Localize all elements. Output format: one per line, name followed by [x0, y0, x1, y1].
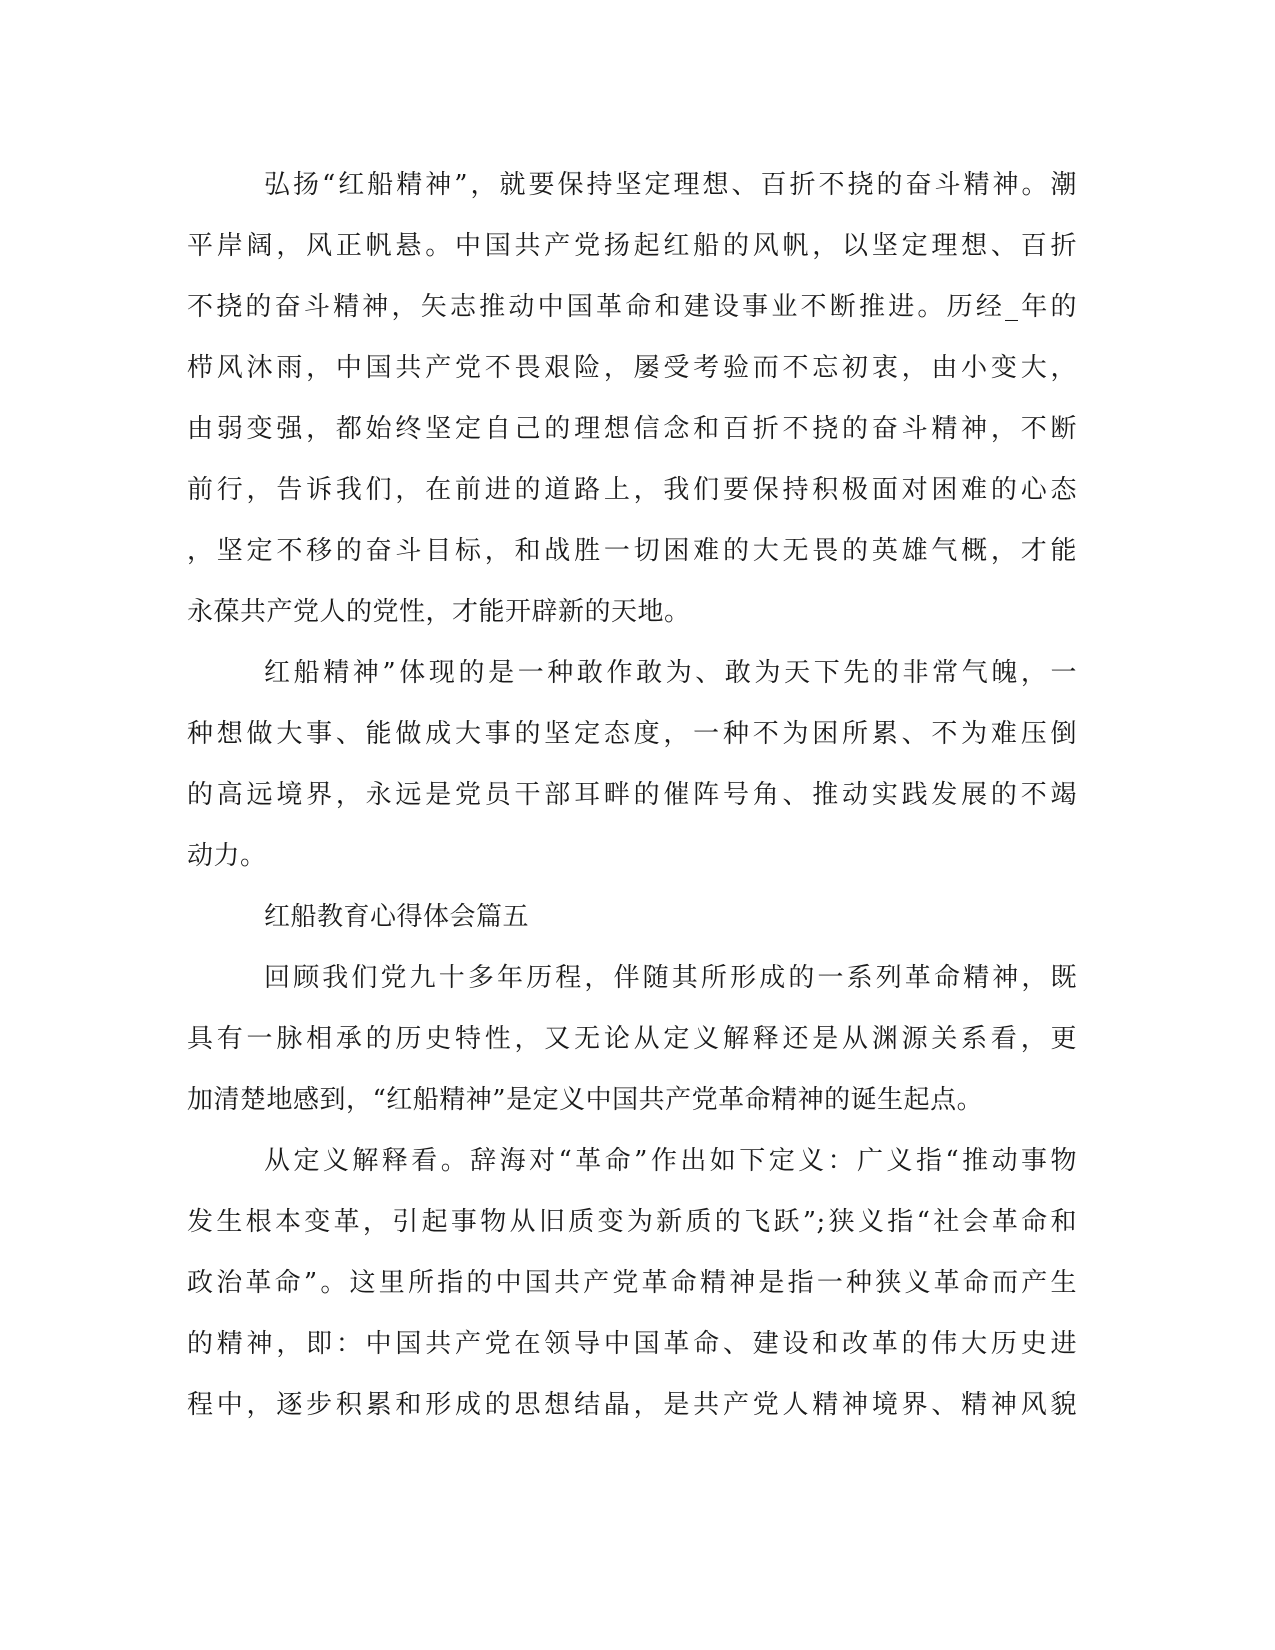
text-line: 永葆共产党人的党性，才能开辟新的天地。	[187, 597, 691, 627]
text-line: 政治革命”。这里所指的中国共产党革命精神是指一种狭义革命而产生	[187, 1268, 1077, 1298]
text-line: 红船精神”体现的是一种敢作敢为、敢为天下先的非常气魄，一	[264, 658, 1077, 688]
text-line: 的高远境界，永远是党员干部耳畔的催阵号角、推动实践发展的不竭	[187, 780, 1077, 810]
document-body	[187, 155, 1077, 1436]
text-line: 栉风沐雨，中国共产党不畏艰险，屡受考验而不忘初衷，由小变大，	[187, 353, 1077, 383]
text-line: 从定义解释看。辞海对“革命”作出如下定义：广义指“推动事物	[264, 1146, 1077, 1176]
text-line: 的精神，即：中国共产党在领导中国革命、建设和改革的伟大历史进	[187, 1329, 1077, 1359]
text-line: 动力。	[187, 841, 267, 871]
text-line: 由弱变强，都始终坚定自己的理想信念和百折不挠的奋斗精神，不断	[187, 414, 1077, 444]
text-line: 回顾我们党九十多年历程，伴随其所形成的一系列革命精神，既	[264, 963, 1077, 993]
text-line: ，坚定不移的奋斗目标，和战胜一切困难的大无畏的英雄气概，才能	[187, 536, 1077, 566]
text-line: 前行，告诉我们，在前进的道路上，我们要保持积极面对困难的心态	[187, 475, 1077, 505]
text-line: 发生根本变革，引起事物从旧质变为新质的飞跃”;狭义指“社会革命和	[187, 1207, 1077, 1237]
text-line: 加清楚地感到，“红船精神”是定义中国共产党革命精神的诞生起点。	[187, 1085, 984, 1115]
text-line: 不挠的奋斗精神，矢志推动中国革命和建设事业不断推进。历经_年的	[187, 292, 1077, 322]
text-line: 平岸阔，风正帆悬。中国共产党扬起红船的风帆，以坚定理想、百折	[187, 231, 1077, 261]
text-line: 种想做大事、能做成大事的坚定态度，一种不为困所累、不为难压倒	[187, 719, 1077, 749]
text-line: 弘扬“红船精神”，就要保持坚定理想、百折不挠的奋斗精神。潮	[264, 170, 1077, 200]
text-line: 红船教育心得体会篇五	[264, 902, 530, 932]
text-line: 程中，逐步积累和形成的思想结晶，是共产党人精神境界、精神风貌	[187, 1390, 1077, 1420]
text-line: 具有一脉相承的历史特性，又无论从定义解释还是从渊源关系看，更	[187, 1024, 1077, 1054]
